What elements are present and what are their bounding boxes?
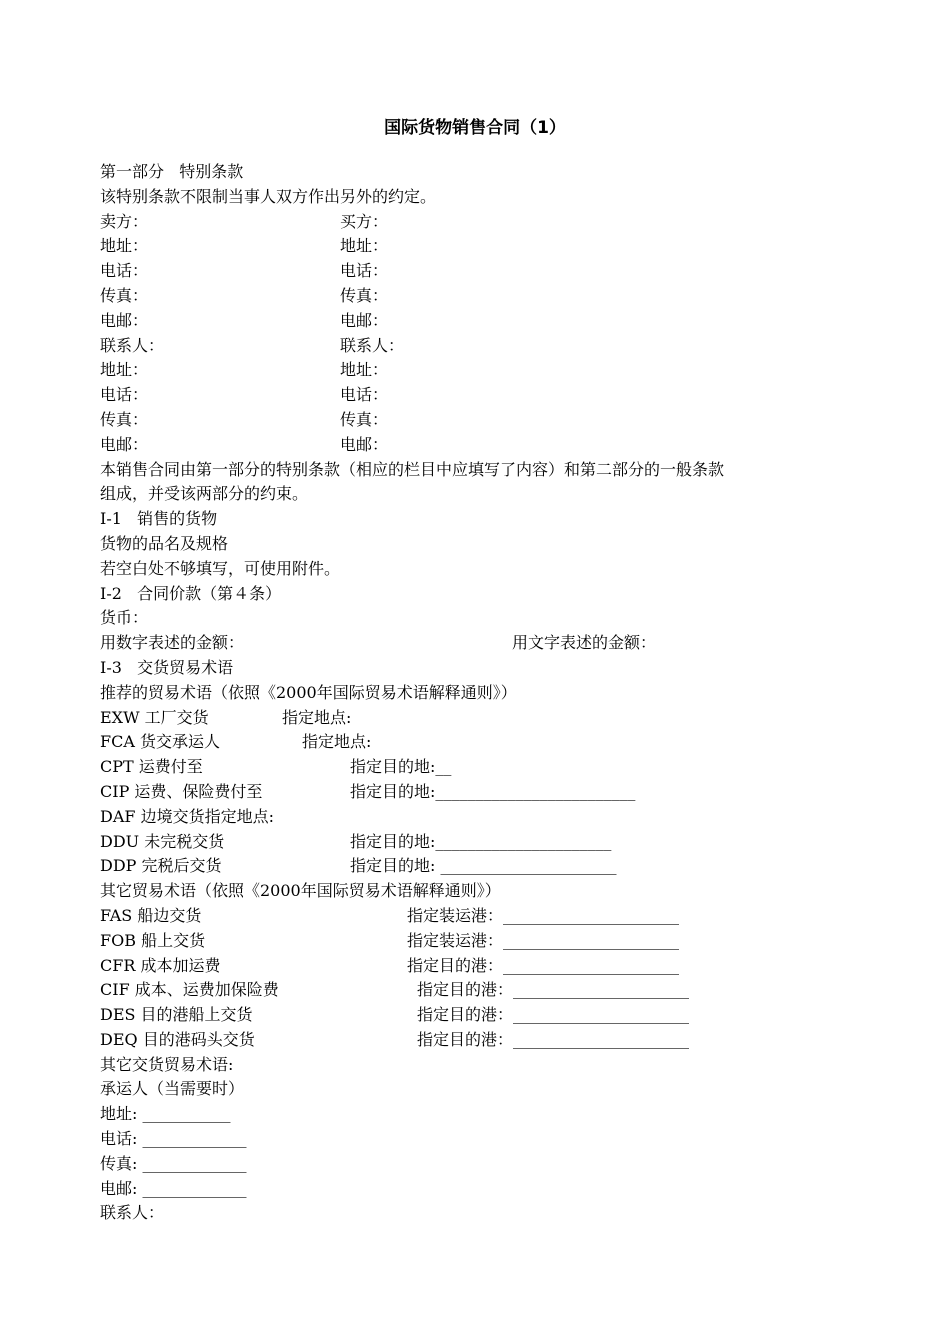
seller-contact-address-label: 地址： bbox=[100, 360, 149, 380]
term-cif: CIF 成本、运费加保险费 bbox=[100, 980, 279, 1000]
term-fca: FCA 货交承运人 bbox=[100, 732, 220, 752]
seller-contact-email-label: 电邮： bbox=[100, 434, 149, 454]
text-line bbox=[100, 656, 860, 681]
text-line bbox=[100, 904, 860, 929]
section-heading: I-2 合同价款（第４条） bbox=[100, 583, 282, 603]
seller-phone-label: 电话： bbox=[100, 261, 149, 281]
text-line bbox=[100, 210, 860, 235]
text-line bbox=[100, 854, 860, 879]
text-line bbox=[100, 631, 860, 656]
section-heading: 第一部分 特别条款 bbox=[100, 162, 244, 181]
buyer-contact-email-label: 电邮： bbox=[340, 434, 389, 454]
text-line bbox=[100, 482, 860, 507]
term-cpt-place: 指定目的地:__ bbox=[350, 757, 452, 777]
text-line bbox=[100, 954, 860, 979]
text-line bbox=[100, 309, 860, 334]
text: 货物的品名及规格 bbox=[100, 533, 229, 553]
text-line bbox=[100, 606, 860, 631]
section-heading: I-1 销售的货物 bbox=[100, 509, 218, 529]
seller-address-label: 地址： bbox=[100, 236, 149, 256]
text-line bbox=[100, 706, 860, 731]
text-line bbox=[100, 334, 860, 359]
amount-words-label: 用文字表述的金额： bbox=[512, 633, 657, 653]
term-deq: DEQ 目的港码头交货 bbox=[100, 1029, 255, 1049]
text-line bbox=[100, 259, 860, 284]
text: 该特别条款不限制当事人双方作出另外的约定。 bbox=[100, 186, 437, 206]
buyer-phone-label: 电话： bbox=[340, 261, 389, 281]
text-line bbox=[100, 458, 860, 483]
text-line bbox=[100, 780, 860, 805]
text-line bbox=[100, 1201, 860, 1226]
carrier-email: 电邮: _____________ bbox=[100, 1178, 247, 1198]
term-exw-place: 指定地点: bbox=[282, 707, 352, 727]
text-line bbox=[100, 755, 860, 780]
buyer-contact-label: 联系人： bbox=[340, 335, 405, 355]
text-line bbox=[100, 507, 860, 532]
buyer-address-label: 地址： bbox=[340, 236, 389, 256]
paragraph: 本销售合同由第一部分的特别条款（相应的栏目中应填写了内容）和第二部分的一般条款 bbox=[100, 459, 725, 479]
text-line bbox=[100, 1152, 860, 1177]
text-line bbox=[100, 234, 860, 259]
seller-email-label: 电邮： bbox=[100, 310, 149, 330]
text-line bbox=[100, 408, 860, 433]
term-fca-place: 指定地点: bbox=[302, 732, 372, 752]
term-exw: EXW 工厂交货 bbox=[100, 707, 209, 727]
term-cip-place: 指定目的地:_________________________ bbox=[350, 781, 636, 801]
text-line bbox=[100, 879, 860, 904]
seller-fax-label: 传真： bbox=[100, 285, 149, 305]
text-line bbox=[100, 358, 860, 383]
seller-label: 卖方： bbox=[100, 211, 149, 231]
buyer-contact-fax-label: 传真： bbox=[340, 409, 389, 429]
text-line bbox=[100, 582, 860, 607]
seller-contact-phone-label: 电话： bbox=[100, 385, 149, 405]
seller-contact-label: 联系人： bbox=[100, 335, 165, 355]
term-cpt: CPT 运费付至 bbox=[100, 757, 203, 777]
text-line bbox=[100, 1053, 860, 1078]
term-ddu: DDU 未完税交货 bbox=[100, 831, 225, 851]
text-line bbox=[100, 185, 860, 210]
text-line bbox=[100, 1077, 860, 1102]
text-line bbox=[100, 160, 860, 185]
text-line bbox=[100, 830, 860, 855]
text-line bbox=[100, 681, 860, 706]
text: 其它交货贸易术语: bbox=[100, 1054, 234, 1074]
term-daf: DAF 边境交货指定地点: bbox=[100, 806, 274, 826]
text-line bbox=[100, 929, 860, 954]
text: 若空白处不够填写，可使用附件。 bbox=[100, 558, 341, 578]
text-line bbox=[100, 805, 860, 830]
currency-label: 货币： bbox=[100, 608, 149, 628]
term-fas: FAS 船边交货 bbox=[100, 905, 202, 925]
term-fob: FOB 船上交货 bbox=[100, 930, 206, 950]
text-line bbox=[100, 1127, 860, 1152]
carrier-phone: 电话: _____________ bbox=[100, 1129, 247, 1149]
text-line bbox=[100, 730, 860, 755]
section-heading: I-3 交货贸易术语 bbox=[100, 657, 234, 677]
page-title: 国际货物销售合同（1） bbox=[384, 118, 566, 138]
term-deq-port: 指定目的港：______________________ bbox=[417, 1029, 690, 1049]
term-des-port: 指定目的港：______________________ bbox=[417, 1005, 690, 1025]
buyer-email-label: 电邮： bbox=[340, 310, 389, 330]
term-cfr: CFR 成本加运费 bbox=[100, 955, 221, 975]
term-ddp-place: 指定目的地: ______________________ bbox=[350, 856, 617, 876]
term-cif-port: 指定目的港：______________________ bbox=[417, 980, 690, 1000]
seller-contact-fax-label: 传真： bbox=[100, 409, 149, 429]
term-cip: CIP 运费、保险费付至 bbox=[100, 781, 263, 801]
text-line bbox=[100, 978, 860, 1003]
text-line bbox=[100, 557, 860, 582]
text-line bbox=[100, 532, 860, 557]
term-fas-port: 指定装运港：______________________ bbox=[407, 905, 680, 925]
buyer-fax-label: 传真： bbox=[340, 285, 389, 305]
paragraph: 组成，并受该两部分的约束。 bbox=[100, 484, 309, 504]
carrier-contact: 联系人： bbox=[100, 1203, 165, 1223]
text-line bbox=[100, 383, 860, 408]
text: 推荐的贸易术语（依照《2000年国际贸易术语解释通则》） bbox=[100, 682, 517, 702]
buyer-contact-phone-label: 电话： bbox=[340, 385, 389, 405]
text-line bbox=[100, 1003, 860, 1028]
term-ddp: DDP 完税后交货 bbox=[100, 856, 222, 876]
text: 其它贸易术语（依照《2000年国际贸易术语解释通则》） bbox=[100, 881, 501, 901]
text-line bbox=[100, 1102, 860, 1127]
amount-number-label: 用数字表述的金额： bbox=[100, 633, 245, 653]
carrier-heading: 承运人（当需要时） bbox=[100, 1079, 245, 1099]
term-des: DES 目的港船上交货 bbox=[100, 1005, 253, 1025]
carrier-fax: 传真: _____________ bbox=[100, 1153, 247, 1173]
text-line bbox=[100, 1177, 860, 1202]
text-line bbox=[100, 1028, 860, 1053]
term-cfr-port: 指定目的港：______________________ bbox=[407, 955, 680, 975]
text-line bbox=[100, 284, 860, 309]
carrier-address: 地址: ___________ bbox=[100, 1104, 231, 1124]
buyer-label: 买方： bbox=[340, 211, 389, 231]
term-fob-port: 指定装运港：______________________ bbox=[407, 930, 680, 950]
text-line bbox=[100, 433, 860, 458]
contract-body bbox=[100, 160, 860, 1226]
buyer-contact-address-label: 地址： bbox=[340, 360, 389, 380]
term-ddu-place: 指定目的地:______________________ bbox=[350, 831, 612, 851]
